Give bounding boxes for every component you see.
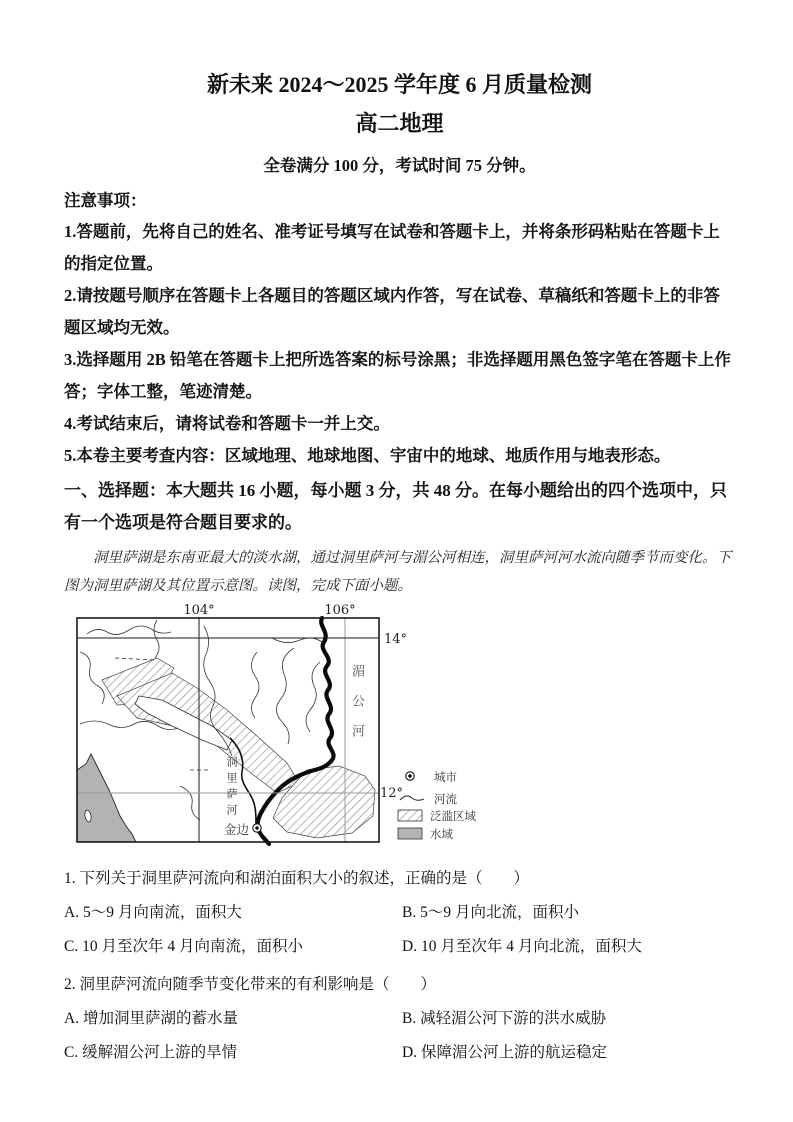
question-2-options xyxy=(64,1004,735,1068)
sea-water-area xyxy=(77,754,136,842)
legend-city-symbol xyxy=(406,772,414,780)
question-1-options xyxy=(64,898,735,962)
legend-flood-label: 泛滥区域 xyxy=(430,811,476,823)
tonle-sap-river-label: 洞里萨河 xyxy=(225,756,237,820)
legend-water-label: 水域 xyxy=(430,829,453,841)
question-2-stem: 2. 洞里萨河流向随季节变化带来的有利影响是（ ） xyxy=(64,976,437,993)
lat-label-12: 12° xyxy=(380,786,404,801)
note-item-3: 3.选择题用 2B 铅笔在答题卡上把所选答案的标号涂黑；非选择题用黑色签字笔在答题卡上作答；字体工整，笔迹清楚。 xyxy=(64,350,731,401)
option-2d: D. 保障湄公河上游的航运稳定 xyxy=(402,1044,607,1061)
map-legend xyxy=(398,771,476,841)
city-dot-phnom-penh xyxy=(253,824,261,832)
option-1a: A. 5～9 月向南流，面积大 xyxy=(64,904,242,921)
option-2c: C. 缓解湄公河上游的旱情 xyxy=(64,1044,238,1061)
question-1-block xyxy=(64,864,735,962)
paper-subject: 高二地理 xyxy=(355,111,444,136)
paper-title: 新未来 2024～2025 学年度 6 月质量检测 xyxy=(206,72,592,97)
lon-label-104: 104° xyxy=(183,604,215,618)
lon-label-106: 106° xyxy=(324,604,356,618)
option-2b: B. 减轻湄公河下游的洪水威胁 xyxy=(402,1010,607,1027)
option-2a: A. 增加洞里萨湖的蓄水量 xyxy=(64,1010,238,1027)
reading-passage: 洞里萨湖是东南亚最大的淡水湖，通过洞里萨河与湄公河相连，洞里萨河河水流向随季节而变化。下图为洞里萨湖及其位置示意图。读图，完成下面小题。 xyxy=(64,550,731,594)
question-1-stem: 1. 下列关于洞里萨河流向和湖泊面积大小的叙述，正确的是（ ） xyxy=(64,870,530,887)
option-1d: D. 10 月至次年 4 月向北流，面积大 xyxy=(402,938,642,955)
map-figure xyxy=(72,604,562,856)
note-item-4: 4.考试结束后，请将试卷和答题卡一并上交。 xyxy=(64,414,390,433)
tonle-sap-map xyxy=(72,604,562,856)
legend-river-symbol xyxy=(400,796,424,800)
notes-heading: 注意事项： xyxy=(64,191,147,210)
exam-info-line: 全卷满分 100 分，考试时间 75 分钟。 xyxy=(263,156,536,175)
note-item-1: 1.答题前，先将自己的姓名、准考证号填写在试卷和答题卡上，并将条形码粘贴在答题卡上的指定位置。 xyxy=(64,222,720,273)
option-1b: B. 5～9 月向北流，面积小 xyxy=(402,904,579,921)
city-label: 金边 xyxy=(224,823,250,837)
note-item-2: 2.请按题号顺序在答题卡上各题目的答题区域内作答，写在试卷、草稿纸和答题卡上的非答题区域均无效。 xyxy=(64,286,720,337)
section-one-heading: 一、选择题：本大题共 16 小题，每小题 3 分，共 48 分。在每小题给出的四个选项中，只有一个选项是符合题目要求的。 xyxy=(64,481,727,532)
option-1c: C. 10 月至次年 4 月向南流，面积小 xyxy=(64,938,303,955)
legend-water-symbol xyxy=(398,828,422,839)
question-2-block xyxy=(64,970,735,1068)
mekong-river-label: 湄公河 xyxy=(350,664,365,754)
lat-label-14: 14° xyxy=(384,632,408,647)
legend-flood-symbol xyxy=(398,810,422,821)
legend-river-label: 河流 xyxy=(434,794,457,806)
legend-city-label: 城市 xyxy=(434,772,457,784)
note-item-5: 5.本卷主要考查内容：区域地理、地球地图、宇宙中的地球、地质作用与地表形态。 xyxy=(64,446,671,465)
